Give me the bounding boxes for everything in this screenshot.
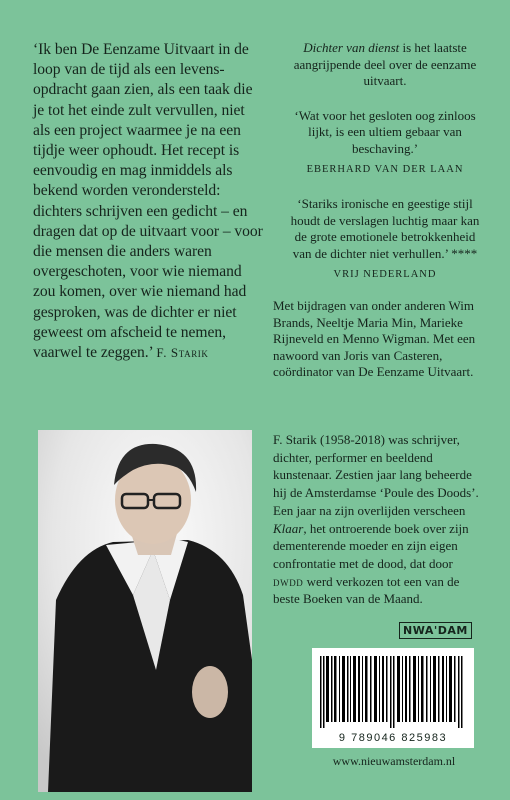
publisher-logo: NWA'DAM xyxy=(399,622,472,639)
review-quote-2: ‘Stariks ironische en geestige stijl houdt de verslagen luchtig maar kan de grote emotionele betrokkenheid van de dichter niet verhullen.’ **** xyxy=(290,196,480,261)
barcode xyxy=(312,648,474,748)
author-photo xyxy=(38,430,252,792)
intro-text: Dichter van dienst is het laatste aangrijpende deel over de eenzame uitvaart. xyxy=(293,40,477,89)
bio-book-title: Klaar xyxy=(273,520,304,536)
review-column xyxy=(290,40,480,283)
main-quote xyxy=(33,40,265,363)
rating-stars: **** xyxy=(451,245,478,261)
review-source-2: VRIJ NEDERLAND xyxy=(333,268,437,280)
contributors-text: Met bijdragen van onder anderen Wim Brands, Neeltje Maria Min, Marieke Rijneveld en Menno Wigman. Met een nawoord van Joris van Casteren, coördinator van De Eenzame Uitvaart. xyxy=(273,298,476,380)
author-bio: F. Starik (1958-2018) was schrijver, dichter, performer en beeldend kunstenaar. Zestien jaar lang beheerde hij de Amsterdamse ‘Poule des Doods’. Een jaar na zijn overlijden verscheen Klaar, het ontroerende boek over zijn dementerende moeder en zijn eigen confrontatie met de dood, dat door dwdd werd verkozen tot een van de beste Boeken van de Maand. xyxy=(273,432,479,607)
barcode-bars xyxy=(320,656,466,728)
bio-show-name: dwdd xyxy=(273,573,304,589)
isbn-number: 9 789046 825983 xyxy=(338,732,448,744)
publisher-website: www.nieuwamsterdam.nl xyxy=(332,754,456,768)
quote-text: ‘Ik ben De Eenzame Uitvaart in de loop van de tijd als een levens-opdracht gaan zien, als een taak die je tot het einde zult vervullen, niet als een project waarmee je na een tijdje weer ophoudt. Het recept is eenvoudig en mag inmiddels als bekend worden verondersteld: dichters schrijven een gedicht – en dragen dat op de uitvaart voor – voor die mensen die anders waren overgeschoten, voor wie niemand zou komen, over wie niemand had gesproken, was de dichter er niet geweest om afscheid te nemen, vaarwel te zeggen.’ xyxy=(33,41,263,362)
review-quote-1: ‘Wat voor het gesloten oog zinloos lijkt, is een ultiem gebaar van beschaving.’ xyxy=(294,107,476,156)
book-title: Dichter van dienst xyxy=(303,40,400,55)
quote-author: F. Starik xyxy=(156,345,209,361)
review-source-1: EBERHARD VAN DER LAAN xyxy=(306,163,464,175)
